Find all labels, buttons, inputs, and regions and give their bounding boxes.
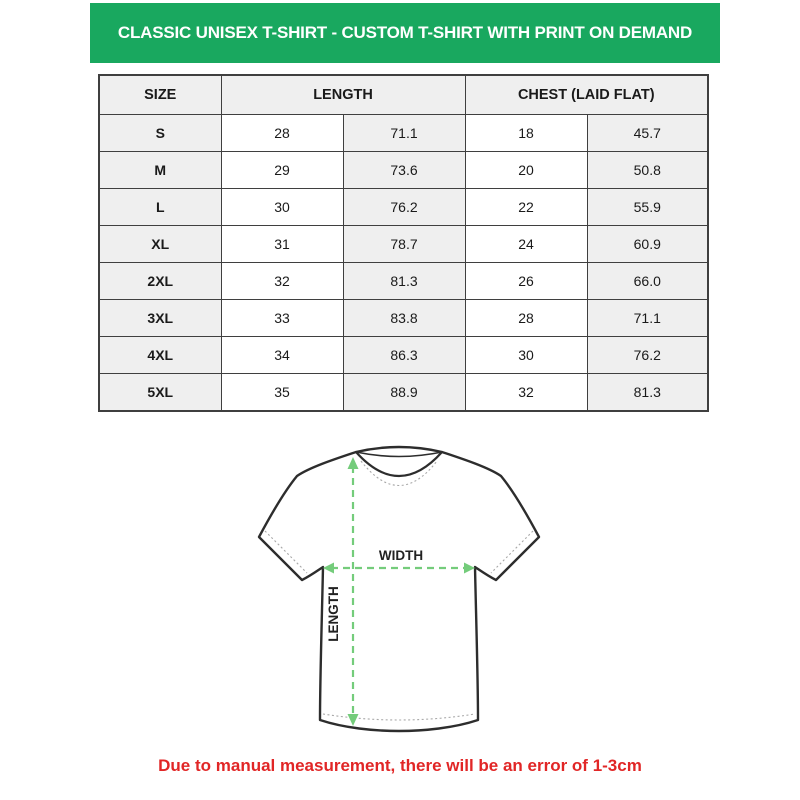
size-table: [98, 74, 709, 412]
length-in-cell: 35: [221, 374, 343, 412]
footer-note: [0, 756, 800, 776]
size-cell: L: [99, 189, 221, 226]
chest-in-cell: 26: [465, 263, 587, 300]
table-row: [99, 152, 708, 189]
measurement-disclaimer: Due to manual measurement, there will be an error of 1-3cm: [158, 756, 642, 775]
length-in-cell: 30: [221, 189, 343, 226]
length-cm-cell: 88.9: [343, 374, 465, 412]
size-cell: XL: [99, 226, 221, 263]
length-in-cell: 34: [221, 337, 343, 374]
chest-cm-cell: 76.2: [587, 337, 708, 374]
length-cm-cell: 71.1: [343, 115, 465, 152]
size-cell: S: [99, 115, 221, 152]
length-in-cell: 32: [221, 263, 343, 300]
header-length: LENGTH: [221, 75, 465, 115]
chest-cm-cell: 66.0: [587, 263, 708, 300]
length-cm-cell: 83.8: [343, 300, 465, 337]
table-row: [99, 374, 708, 412]
table-row: [99, 300, 708, 337]
chest-cm-cell: 50.8: [587, 152, 708, 189]
length-cm-cell: 76.2: [343, 189, 465, 226]
page-title: CLASSIC UNISEX T-SHIRT - CUSTOM T-SHIRT WITH PRINT ON DEMAND: [117, 23, 693, 42]
table-row: [99, 226, 708, 263]
length-cm-cell: 86.3: [343, 337, 465, 374]
length-in-cell: 33: [221, 300, 343, 337]
chest-in-cell: 32: [465, 374, 587, 412]
length-cm-cell: 73.6: [343, 152, 465, 189]
size-cell: 2XL: [99, 263, 221, 300]
size-cell: 4XL: [99, 337, 221, 374]
banner: [90, 3, 720, 63]
table-row: [99, 263, 708, 300]
chest-in-cell: 28: [465, 300, 587, 337]
chest-cm-cell: 81.3: [587, 374, 708, 412]
size-cell: M: [99, 152, 221, 189]
chest-cm-cell: 60.9: [587, 226, 708, 263]
chest-cm-cell: 55.9: [587, 189, 708, 226]
chest-cm-cell: 71.1: [587, 300, 708, 337]
length-cm-cell: 78.7: [343, 226, 465, 263]
tshirt-outline: [259, 447, 539, 731]
chest-in-cell: 18: [465, 115, 587, 152]
chest-in-cell: 20: [465, 152, 587, 189]
length-cm-cell: 81.3: [343, 263, 465, 300]
chest-in-cell: 30: [465, 337, 587, 374]
header-chest: CHEST (LAID FLAT): [465, 75, 708, 115]
header-size: SIZE: [99, 75, 221, 115]
chest-in-cell: 22: [465, 189, 587, 226]
chest-cm-cell: 45.7: [587, 115, 708, 152]
length-label: LENGTH: [326, 586, 341, 642]
length-in-cell: 29: [221, 152, 343, 189]
header-row: [99, 75, 708, 115]
table-row: [99, 337, 708, 374]
length-in-cell: 31: [221, 226, 343, 263]
length-in-cell: 28: [221, 115, 343, 152]
tshirt-diagram: [240, 430, 560, 750]
table-row: [99, 115, 708, 152]
table-row: [99, 189, 708, 226]
size-cell: 5XL: [99, 374, 221, 412]
size-table-header: [99, 75, 708, 115]
size-cell: 3XL: [99, 300, 221, 337]
size-table-body: [99, 115, 708, 412]
width-label: WIDTH: [378, 548, 424, 563]
chest-in-cell: 24: [465, 226, 587, 263]
